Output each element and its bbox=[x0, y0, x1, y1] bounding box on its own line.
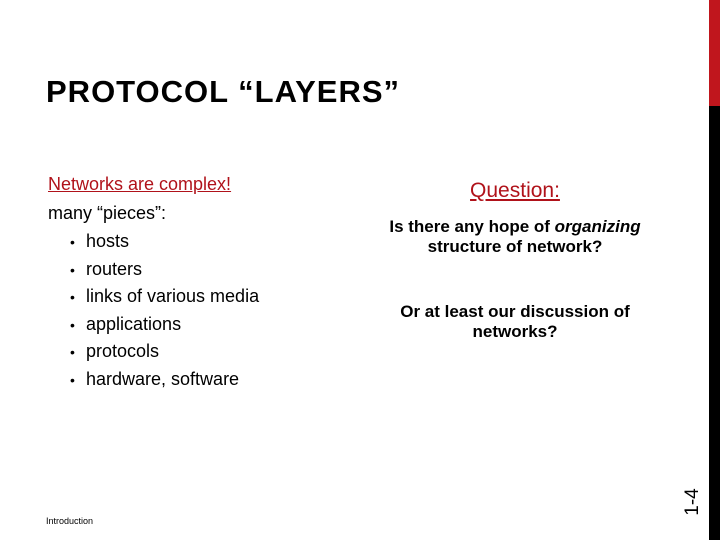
emphasis-organizing: organizing bbox=[554, 217, 641, 236]
question-text-start: Is there any hope of bbox=[389, 217, 555, 236]
bullet-icon: • bbox=[70, 261, 75, 278]
many-pieces-heading: many “pieces”: bbox=[48, 203, 167, 223]
footer-label: Introduction bbox=[46, 516, 94, 526]
list-item bbox=[70, 311, 348, 339]
pieces-list bbox=[48, 228, 348, 393]
list-item-text: hosts bbox=[86, 231, 130, 251]
bullet-icon: • bbox=[70, 371, 75, 388]
list-item bbox=[70, 228, 348, 256]
bullet-icon: • bbox=[70, 344, 75, 360]
question-label: Question: bbox=[470, 179, 560, 202]
list-item-text: protocols bbox=[86, 341, 160, 361]
list-item bbox=[70, 338, 348, 366]
networks-complex-heading: Networks are complex! bbox=[48, 174, 232, 194]
bullet-icon: • bbox=[70, 234, 75, 250]
list-item-text: hardware, software bbox=[86, 368, 240, 389]
bullet-icon: • bbox=[70, 289, 75, 305]
bullet-icon: • bbox=[70, 316, 75, 333]
list-item-text: applications bbox=[86, 313, 182, 334]
list-item-text: routers bbox=[86, 258, 143, 279]
left-column bbox=[48, 170, 348, 393]
list-item bbox=[70, 283, 348, 311]
slide-title: PROTOCOL “LAYERS” bbox=[46, 74, 401, 109]
list-item bbox=[70, 256, 348, 284]
discussion-question: Or at least our discussion of networks? bbox=[400, 302, 630, 341]
list-item bbox=[70, 366, 348, 394]
page-number: 1-4 bbox=[682, 488, 703, 516]
right-edge-accent bbox=[709, 0, 720, 106]
list-item-text: links of various media bbox=[86, 286, 260, 306]
question-text-end: structure of network? bbox=[427, 237, 603, 256]
organizing-question bbox=[360, 217, 670, 257]
right-column bbox=[360, 175, 670, 342]
